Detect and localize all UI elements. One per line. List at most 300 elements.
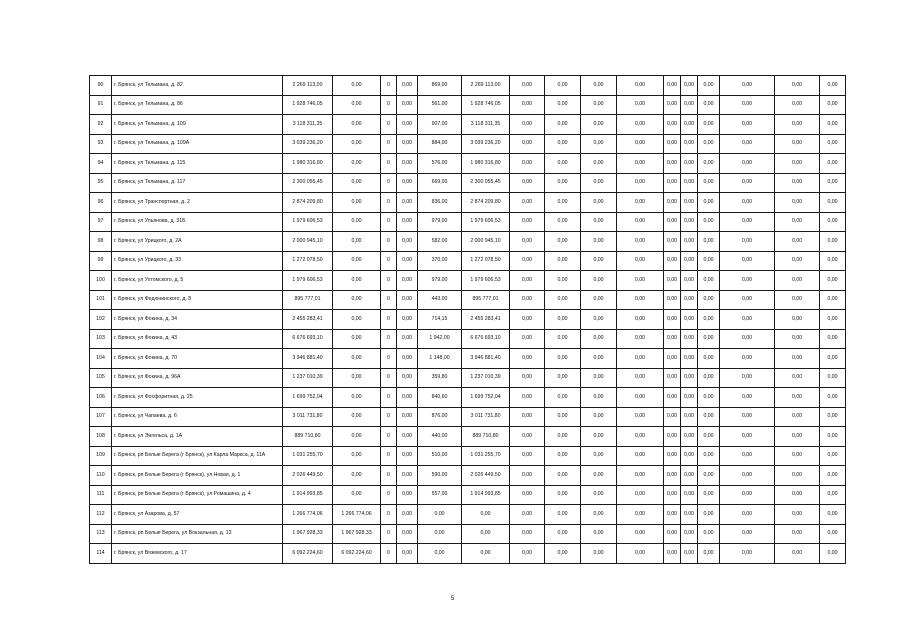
value-cell: 3 118 311,35: [283, 115, 333, 135]
value-cell: 0: [381, 407, 397, 427]
value-cell: 0,00: [545, 407, 581, 427]
table-row: [90, 310, 846, 330]
value-cell: 0,00: [775, 310, 820, 330]
value-cell: 0,00: [720, 232, 775, 252]
value-cell: 0,00: [617, 407, 664, 427]
value-cell: 0,00: [720, 76, 775, 96]
value-cell: 0,00: [681, 349, 698, 369]
table-row: [90, 173, 846, 193]
value-cell: 0,00: [397, 505, 418, 525]
value-cell: 0,00: [664, 544, 681, 564]
value-cell: 0,00: [545, 251, 581, 271]
value-cell: 0,00: [581, 212, 617, 232]
value-cell: 0,00: [664, 134, 681, 154]
value-cell: 0,00: [820, 134, 846, 154]
value-cell: 0,00: [510, 251, 545, 271]
value-cell: 0,00: [545, 427, 581, 447]
table-row: [90, 232, 846, 252]
row-number-cell: 113: [90, 524, 112, 544]
value-cell: 0,00: [775, 76, 820, 96]
value-cell: 0: [381, 271, 397, 291]
value-cell: 0,00: [720, 173, 775, 193]
value-cell: 0,00: [397, 310, 418, 330]
value-cell: 0: [381, 76, 397, 96]
value-cell: 1 928 746,05: [283, 95, 333, 115]
value-cell: 0,00: [510, 544, 545, 564]
table-row: [90, 115, 846, 135]
row-number-cell: 103: [90, 329, 112, 349]
value-cell: 0,00: [698, 407, 720, 427]
value-cell: 0,00: [333, 76, 381, 96]
value-cell: 0,00: [820, 485, 846, 505]
value-cell: 0,00: [397, 173, 418, 193]
address-cell: г. Брянск, ул Урицкого, д. 2А: [112, 232, 283, 252]
value-cell: 869,00: [418, 76, 462, 96]
value-cell: 0,00: [333, 485, 381, 505]
value-cell: 0,00: [617, 349, 664, 369]
value-cell: 0,00: [333, 310, 381, 330]
value-cell: 0: [381, 173, 397, 193]
value-cell: 0,00: [681, 544, 698, 564]
value-cell: 0,00: [333, 290, 381, 310]
value-cell: 6 092 224,60: [283, 544, 333, 564]
address-cell: г. Брянск, рп Белые Берега (г Брянск), ул Ромашина, д. 4: [112, 485, 283, 505]
row-number-cell: 105: [90, 368, 112, 388]
value-cell: 0,00: [397, 271, 418, 291]
value-cell: 0,00: [664, 173, 681, 193]
value-cell: 0,00: [820, 193, 846, 213]
value-cell: 3 946 881,40: [462, 349, 510, 369]
address-cell: г. Брянск, ул Тельмана, д. 82: [112, 76, 283, 96]
value-cell: 2 874 209,80: [283, 193, 333, 213]
value-cell: 0,00: [681, 466, 698, 486]
value-cell: 0,00: [333, 388, 381, 408]
value-cell: 0,00: [820, 251, 846, 271]
value-cell: 0: [381, 544, 397, 564]
value-cell: 0: [381, 154, 397, 174]
value-cell: 0,00: [775, 466, 820, 486]
address-cell: г. Брянск, рп Белые Берега (г Брянск), ул Карла Маркса, д. 11А: [112, 446, 283, 466]
value-cell: 0,00: [397, 368, 418, 388]
value-cell: 0,00: [775, 193, 820, 213]
value-cell: 836,00: [418, 193, 462, 213]
value-cell: 0,00: [617, 251, 664, 271]
value-cell: 0,00: [510, 173, 545, 193]
value-cell: 0,00: [775, 329, 820, 349]
value-cell: 0,00: [462, 524, 510, 544]
value-cell: 889 710,80: [283, 427, 333, 447]
address-cell: г. Брянск, ул Чапаева, д. 6: [112, 407, 283, 427]
address-cell: г. Брянск, ул Тельмана, д. 117: [112, 173, 283, 193]
address-cell: г. Брянск, ул Федюнинского, д. 8: [112, 290, 283, 310]
value-cell: 1 148,00: [418, 349, 462, 369]
value-cell: 0,00: [545, 368, 581, 388]
value-cell: 0,00: [581, 388, 617, 408]
value-cell: 0: [381, 290, 397, 310]
row-number-cell: 97: [90, 212, 112, 232]
value-cell: 0,00: [664, 212, 681, 232]
value-cell: 0: [381, 368, 397, 388]
value-cell: 0,00: [545, 173, 581, 193]
value-cell: 1 237 010,39: [283, 368, 333, 388]
value-cell: 0,00: [581, 466, 617, 486]
value-cell: 0,00: [664, 251, 681, 271]
value-cell: 0,00: [664, 505, 681, 525]
value-cell: 0,00: [545, 95, 581, 115]
value-cell: 1 942,00: [418, 329, 462, 349]
value-cell: 0,00: [681, 173, 698, 193]
value-cell: 840,60: [418, 388, 462, 408]
value-cell: 0,00: [720, 271, 775, 291]
value-cell: 0,00: [775, 212, 820, 232]
value-cell: 0,00: [581, 134, 617, 154]
value-cell: 0,00: [775, 95, 820, 115]
value-cell: 889 710,80: [462, 427, 510, 447]
row-number-cell: 104: [90, 349, 112, 369]
value-cell: 0,00: [698, 388, 720, 408]
row-number-cell: 95: [90, 173, 112, 193]
value-cell: 2 455 283,41: [283, 310, 333, 330]
value-cell: 0,00: [664, 193, 681, 213]
value-cell: 0,00: [333, 427, 381, 447]
value-cell: 0,00: [664, 95, 681, 115]
address-cell: г. Брянск, ул Транспортная, д. 2: [112, 193, 283, 213]
value-cell: 0,00: [681, 212, 698, 232]
value-cell: 0,00: [681, 485, 698, 505]
value-cell: 0,00: [510, 524, 545, 544]
value-cell: 0,00: [510, 310, 545, 330]
value-cell: 0,00: [820, 407, 846, 427]
value-cell: 0,00: [775, 446, 820, 466]
value-cell: 1 272 078,50: [283, 251, 333, 271]
table-row: [90, 95, 846, 115]
value-cell: 0,00: [664, 446, 681, 466]
value-cell: 0,00: [581, 427, 617, 447]
value-cell: 0,00: [820, 446, 846, 466]
value-cell: 0,00: [664, 388, 681, 408]
value-cell: 0,00: [720, 407, 775, 427]
value-cell: 1 928 746,05: [462, 95, 510, 115]
value-cell: 0,00: [333, 368, 381, 388]
row-number-cell: 98: [90, 232, 112, 252]
value-cell: 0,00: [581, 115, 617, 135]
value-cell: 0,00: [333, 212, 381, 232]
value-cell: 0,00: [545, 271, 581, 291]
value-cell: 0,00: [617, 446, 664, 466]
table-row: [90, 466, 846, 486]
table-row: [90, 76, 846, 96]
value-cell: 1 266 774,06: [283, 505, 333, 525]
value-cell: 0,00: [397, 115, 418, 135]
value-cell: 0,00: [581, 154, 617, 174]
value-cell: 0,00: [617, 310, 664, 330]
value-cell: 0,00: [698, 95, 720, 115]
value-cell: 0,00: [397, 427, 418, 447]
value-cell: 0,00: [720, 544, 775, 564]
value-cell: 0,00: [581, 76, 617, 96]
value-cell: 1 979 606,53: [462, 271, 510, 291]
value-cell: 0,00: [545, 290, 581, 310]
value-cell: 0,00: [698, 271, 720, 291]
value-cell: 440,00: [418, 427, 462, 447]
value-cell: 0,00: [510, 349, 545, 369]
value-cell: 0,00: [397, 95, 418, 115]
value-cell: 0,00: [617, 290, 664, 310]
value-cell: 0,00: [720, 95, 775, 115]
value-cell: 0,00: [820, 544, 846, 564]
value-cell: 0,00: [545, 212, 581, 232]
table-row: [90, 427, 846, 447]
address-cell: г. Брянск, ул Фокина, д. 96А: [112, 368, 283, 388]
value-cell: 0,00: [775, 505, 820, 525]
value-cell: 0,00: [418, 524, 462, 544]
row-number-cell: 106: [90, 388, 112, 408]
value-cell: 2 269 113,00: [462, 76, 510, 96]
value-cell: 0,00: [775, 427, 820, 447]
table-row: [90, 193, 846, 213]
address-cell: г. Брянск, ул Ухтомского, д. 5: [112, 271, 283, 291]
value-cell: 0,00: [720, 485, 775, 505]
value-cell: 0,00: [462, 505, 510, 525]
value-cell: 3 011 731,80: [283, 407, 333, 427]
value-cell: 0,00: [581, 446, 617, 466]
value-cell: 359,80: [418, 368, 462, 388]
value-cell: 0,00: [820, 329, 846, 349]
row-number-cell: 108: [90, 427, 112, 447]
value-cell: 0,00: [397, 407, 418, 427]
value-cell: 0,00: [510, 193, 545, 213]
value-cell: 1 699 752,04: [283, 388, 333, 408]
value-cell: 3 946 881,40: [283, 349, 333, 369]
value-cell: 2 455 283,41: [462, 310, 510, 330]
table-row: [90, 212, 846, 232]
value-cell: 443,00: [418, 290, 462, 310]
value-cell: 0,00: [617, 232, 664, 252]
value-cell: 0,00: [664, 271, 681, 291]
address-cell: г. Брянск, ул Вяземского, д. 17: [112, 544, 283, 564]
value-cell: 0,00: [545, 76, 581, 96]
value-cell: 0,00: [698, 154, 720, 174]
address-cell: г. Брянск, ул Урицкого, д. 33: [112, 251, 283, 271]
value-cell: 1 914 993,85: [283, 485, 333, 505]
value-cell: 0,00: [720, 212, 775, 232]
value-cell: 0,00: [820, 232, 846, 252]
value-cell: 0,00: [397, 193, 418, 213]
value-cell: 0,00: [720, 466, 775, 486]
value-cell: 0,00: [581, 407, 617, 427]
value-cell: 0,00: [698, 446, 720, 466]
value-cell: 0,00: [545, 115, 581, 135]
value-cell: 2 300 055,45: [283, 173, 333, 193]
value-cell: 0,00: [617, 173, 664, 193]
value-cell: 0,00: [664, 466, 681, 486]
value-cell: 0,00: [720, 154, 775, 174]
value-cell: 0: [381, 115, 397, 135]
value-cell: 0,00: [698, 310, 720, 330]
value-cell: 0,00: [617, 388, 664, 408]
table-row: [90, 524, 846, 544]
value-cell: 0,00: [664, 349, 681, 369]
value-cell: 0,00: [698, 115, 720, 135]
value-cell: 1 979 606,53: [462, 212, 510, 232]
row-number-cell: 99: [90, 251, 112, 271]
table-row: [90, 290, 846, 310]
table-row: [90, 251, 846, 271]
value-cell: 0,00: [617, 212, 664, 232]
value-cell: 0,00: [617, 466, 664, 486]
value-cell: 0,00: [698, 329, 720, 349]
value-cell: 0,00: [397, 524, 418, 544]
value-cell: 0,00: [617, 427, 664, 447]
value-cell: 0,00: [333, 446, 381, 466]
value-cell: 0,00: [720, 251, 775, 271]
value-cell: 0,00: [820, 76, 846, 96]
value-cell: 895 777,01: [462, 290, 510, 310]
table-body: [90, 76, 846, 564]
value-cell: 0,00: [720, 505, 775, 525]
address-cell: г. Брянск, ул Тельмана, д. 109: [112, 115, 283, 135]
value-cell: 0,00: [333, 329, 381, 349]
address-cell: г. Брянск, ул Тельмана, д. 115: [112, 154, 283, 174]
value-cell: 1 272 078,50: [462, 251, 510, 271]
table-row: [90, 544, 846, 564]
value-cell: 0,00: [333, 115, 381, 135]
value-cell: 0: [381, 134, 397, 154]
value-cell: 0: [381, 212, 397, 232]
address-cell: г. Брянск, ул Тельмана, д. 109А: [112, 134, 283, 154]
address-cell: г. Брянск, ул Ульянова, д. 31Б: [112, 212, 283, 232]
value-cell: 0: [381, 466, 397, 486]
address-cell: г. Брянск, рп Белые Берега, ул Вокзальная, д. 13: [112, 524, 283, 544]
value-cell: 0,00: [664, 290, 681, 310]
value-cell: 0,00: [681, 524, 698, 544]
value-cell: 0,00: [775, 251, 820, 271]
table-row: [90, 388, 846, 408]
value-cell: 0,00: [720, 349, 775, 369]
value-cell: 1 914 993,85: [462, 485, 510, 505]
value-cell: 0,00: [664, 407, 681, 427]
value-cell: 0: [381, 505, 397, 525]
value-cell: 0,00: [681, 251, 698, 271]
value-cell: 0,00: [333, 251, 381, 271]
value-cell: 0,00: [617, 76, 664, 96]
value-cell: 669,00: [418, 173, 462, 193]
value-cell: 0: [381, 329, 397, 349]
value-cell: 0,00: [820, 212, 846, 232]
row-number-cell: 96: [90, 193, 112, 213]
value-cell: 0,00: [698, 232, 720, 252]
value-cell: 0,00: [720, 368, 775, 388]
value-cell: 0,00: [397, 544, 418, 564]
value-cell: 0,00: [820, 310, 846, 330]
row-number-cell: 110: [90, 466, 112, 486]
value-cell: 0,00: [617, 329, 664, 349]
value-cell: 884,00: [418, 134, 462, 154]
value-cell: 0,00: [333, 173, 381, 193]
table-row: [90, 349, 846, 369]
value-cell: 0,00: [545, 485, 581, 505]
value-cell: 3 011 731,80: [462, 407, 510, 427]
value-cell: 0,00: [510, 154, 545, 174]
value-cell: 6 092 224,60: [333, 544, 381, 564]
value-cell: 0,00: [510, 485, 545, 505]
value-cell: 0,00: [397, 76, 418, 96]
value-cell: 0,00: [510, 290, 545, 310]
value-cell: 0,00: [698, 544, 720, 564]
value-cell: 0,00: [698, 524, 720, 544]
value-cell: 0,00: [333, 407, 381, 427]
address-cell: г. Брянск, ул Азарова, д. 57: [112, 505, 283, 525]
value-cell: 714,15: [418, 310, 462, 330]
address-cell: г. Брянск, ул Фокина, д. 43: [112, 329, 283, 349]
address-cell: г. Брянск, ул Фокина, д. 34: [112, 310, 283, 330]
value-cell: 0,00: [581, 193, 617, 213]
value-cell: 6 676 693,10: [283, 329, 333, 349]
address-cell: г. Брянск, ул Фокина, д. 70: [112, 349, 283, 369]
value-cell: 0,00: [397, 154, 418, 174]
value-cell: 1 979 606,53: [283, 212, 333, 232]
value-cell: 0,00: [418, 544, 462, 564]
value-cell: 0,00: [698, 368, 720, 388]
value-cell: 0,00: [664, 76, 681, 96]
value-cell: 0,00: [617, 368, 664, 388]
value-cell: 0,00: [581, 310, 617, 330]
value-cell: 0: [381, 310, 397, 330]
address-cell: г. Брянск, ул Фосфоритная, д. 25: [112, 388, 283, 408]
value-cell: 3 039 236,20: [462, 134, 510, 154]
value-cell: 0,00: [775, 485, 820, 505]
value-cell: 1 266 774,06: [333, 505, 381, 525]
value-cell: 0,00: [397, 290, 418, 310]
value-cell: 2 300 055,45: [462, 173, 510, 193]
value-cell: 0,00: [397, 466, 418, 486]
value-cell: 0,00: [581, 544, 617, 564]
value-cell: 576,00: [418, 154, 462, 174]
value-cell: 0,00: [820, 427, 846, 447]
row-number-cell: 107: [90, 407, 112, 427]
value-cell: 0: [381, 446, 397, 466]
value-cell: 0,00: [510, 427, 545, 447]
row-number-cell: 102: [90, 310, 112, 330]
value-cell: 0,00: [617, 95, 664, 115]
value-cell: 0,00: [581, 368, 617, 388]
value-cell: 0,00: [681, 95, 698, 115]
value-cell: 0,00: [581, 524, 617, 544]
value-cell: 0,00: [820, 524, 846, 544]
value-cell: 0,00: [581, 505, 617, 525]
value-cell: 1 967 928,33: [283, 524, 333, 544]
table-row: [90, 134, 846, 154]
value-cell: 2 269 113,00: [283, 76, 333, 96]
value-cell: 979,00: [418, 271, 462, 291]
table-row: [90, 329, 846, 349]
value-cell: 0,00: [681, 154, 698, 174]
value-cell: 0,00: [510, 76, 545, 96]
value-cell: 0,00: [820, 466, 846, 486]
value-cell: 0,00: [664, 524, 681, 544]
table-row: [90, 271, 846, 291]
value-cell: 0,00: [617, 544, 664, 564]
value-cell: 0,00: [775, 232, 820, 252]
value-cell: 0,00: [397, 251, 418, 271]
value-cell: 0: [381, 193, 397, 213]
value-cell: 0,00: [820, 349, 846, 369]
value-cell: 0,00: [333, 134, 381, 154]
value-cell: 0,00: [720, 524, 775, 544]
value-cell: 0,00: [333, 95, 381, 115]
value-cell: 0,00: [698, 290, 720, 310]
value-cell: 0,00: [333, 349, 381, 369]
